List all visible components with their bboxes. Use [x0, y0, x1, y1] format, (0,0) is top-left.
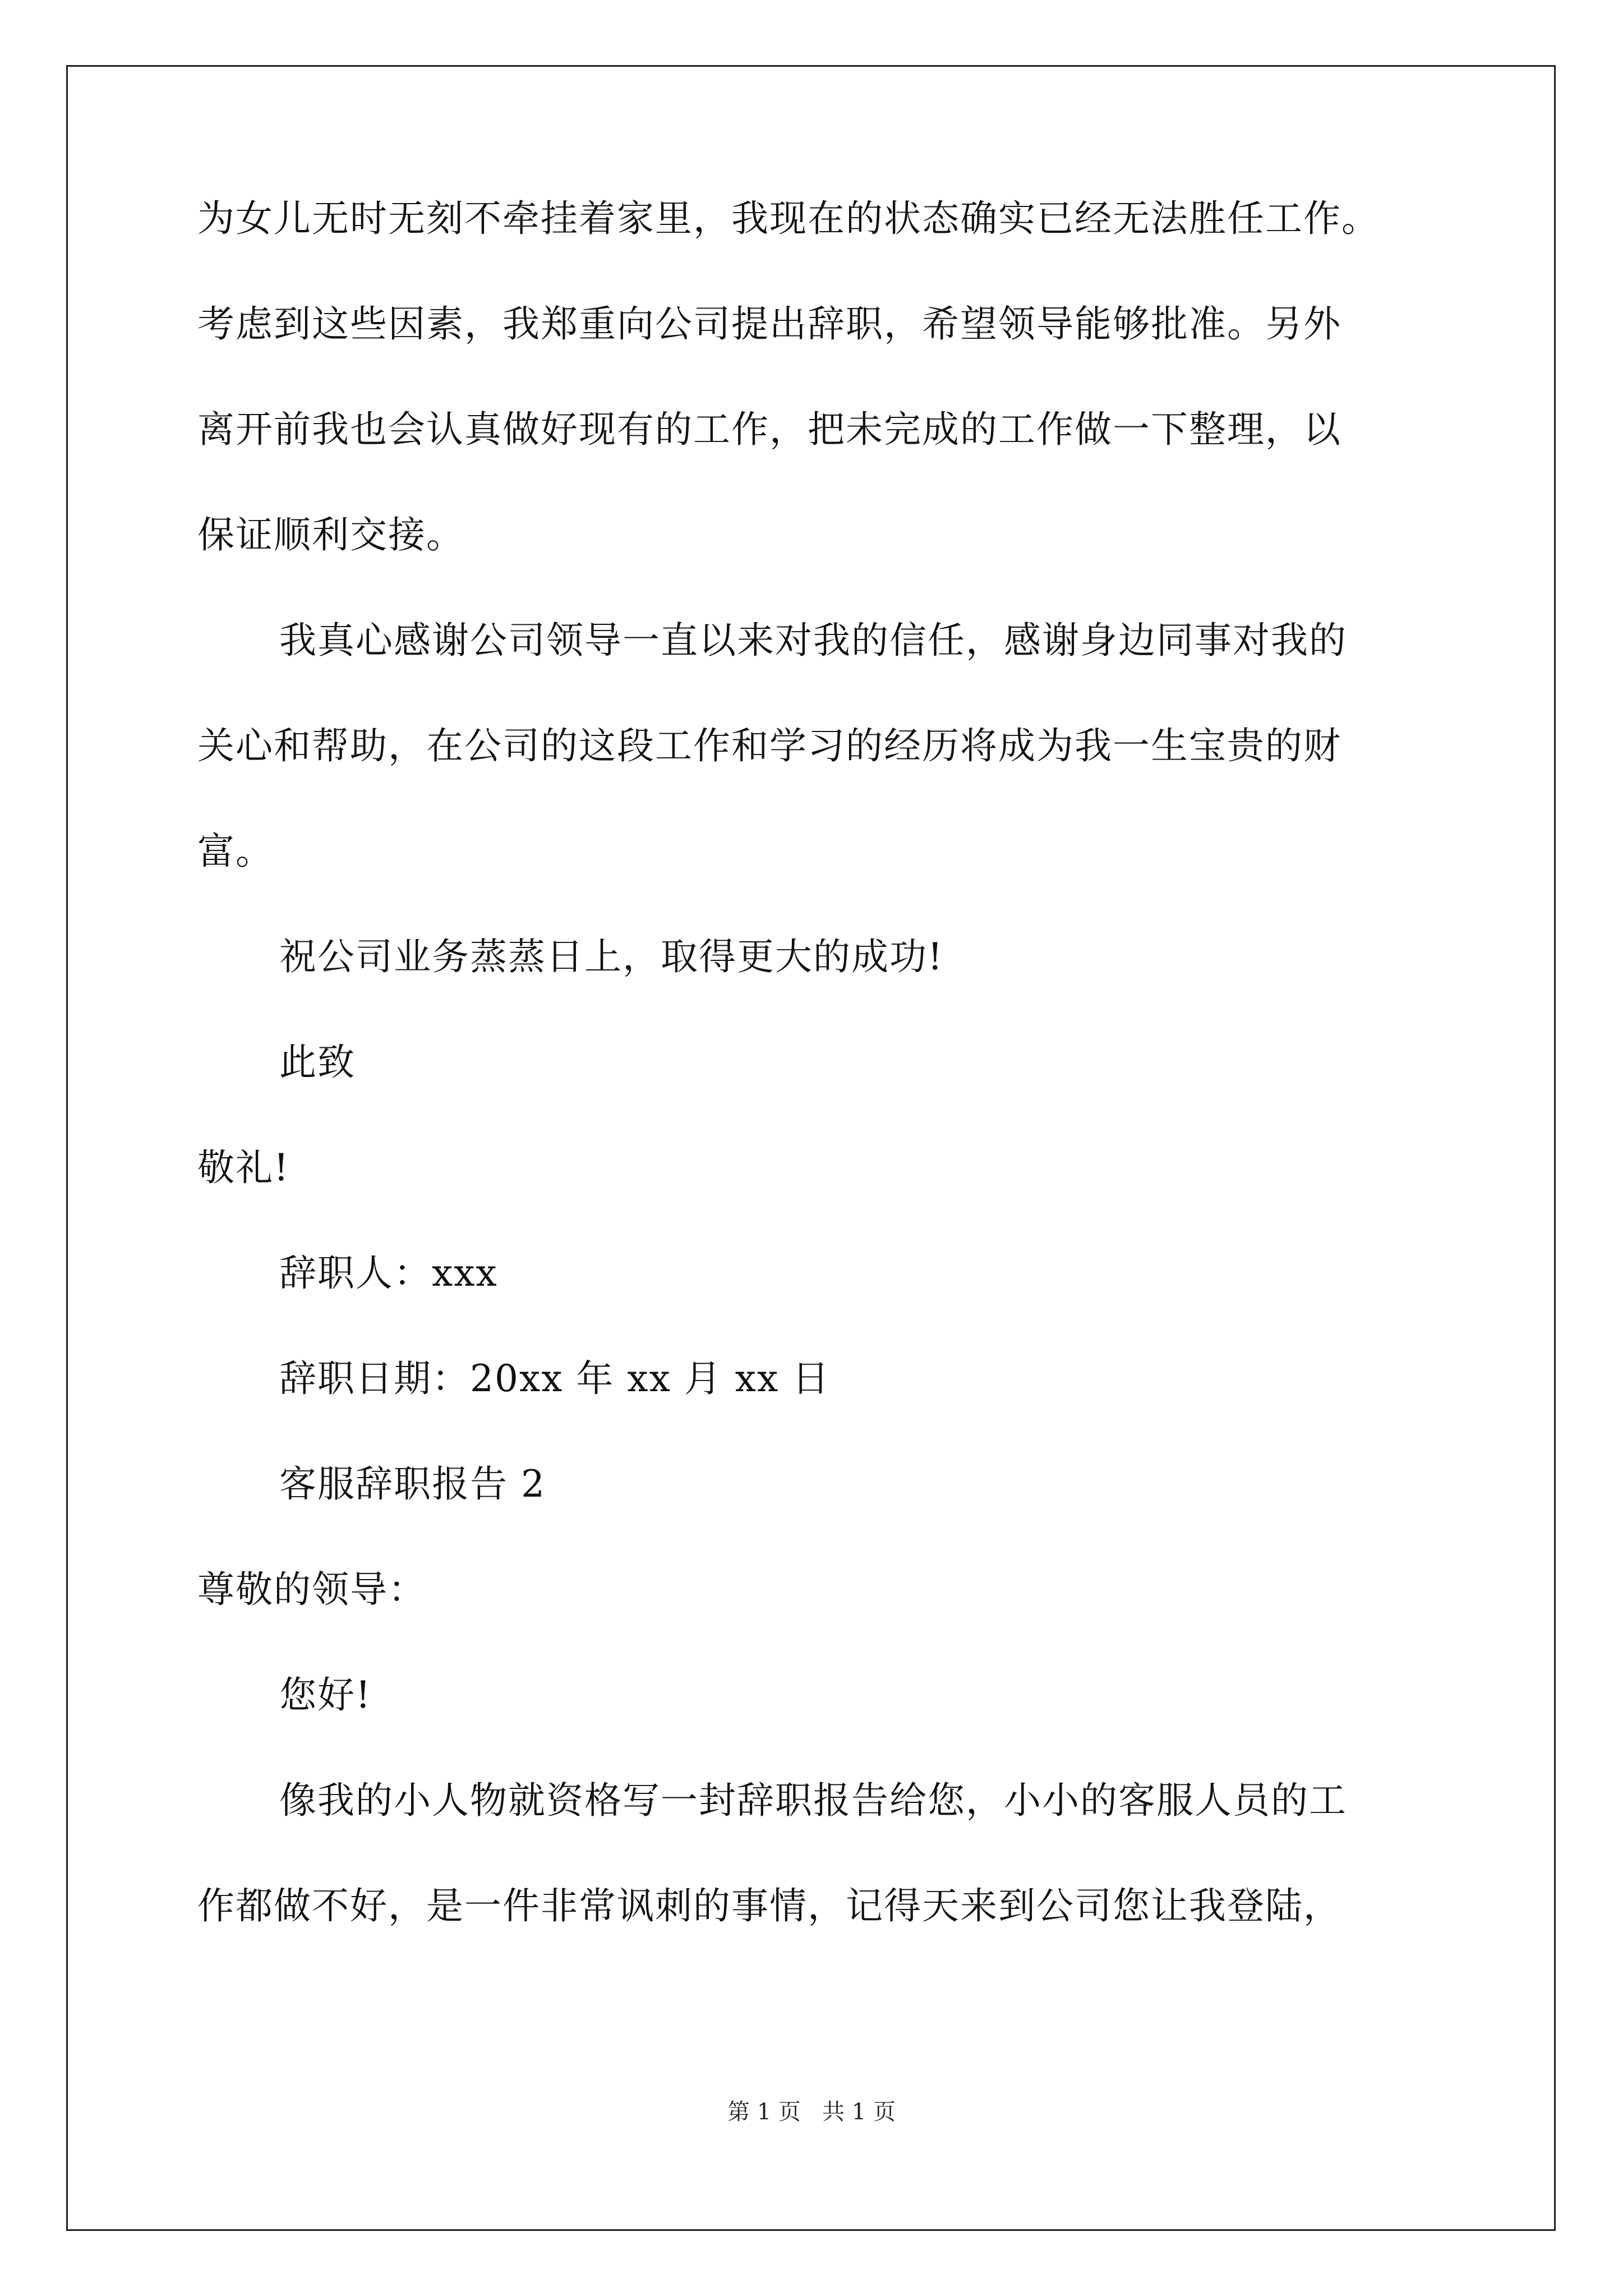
text-line-3: 离开前我也会认真做好现有的工作，把未完成的工作做一下整理，以 — [197, 408, 1341, 451]
text-line-7: 富。 — [197, 830, 274, 873]
text-line-17: 作都做不好，是一件非常讽刺的事情，记得天来到公司您让我登陆， — [197, 1884, 1341, 1927]
text-line-16: 像我的小人物就资格写一封辞职报告给您，小小的客服人员的工 — [279, 1779, 1347, 1822]
section-heading: 客服辞职报告 2 — [279, 1462, 546, 1506]
text-line-8: 祝公司业务蒸蒸日上，取得更大的成功! — [279, 935, 944, 978]
text-line-6: 关心和帮助，在公司的这段工作和学习的经历将成为我一生宝贵的财 — [197, 724, 1341, 767]
page-footer: 第 1 页 共 1 页 — [727, 2099, 896, 2125]
closing-regards: 敬礼! — [197, 1146, 290, 1189]
letter-greeting: 尊敬的领导： — [197, 1568, 426, 1611]
closing-salutation: 此致 — [279, 1041, 356, 1084]
text-line-5: 我真心感谢公司领导一直以来对我的信任，感谢身边同事对我的 — [279, 619, 1347, 662]
text-line-1: 为女儿无时无刻不牵挂着家里，我现在的状态确实已经无法胜任工作。 — [197, 197, 1380, 240]
resigner-name: 辞职人：xxx — [279, 1251, 498, 1295]
text-line-4: 保证顺利交接。 — [197, 513, 464, 556]
text-line-2: 考虑到这些因素，我郑重向公司提出辞职，希望领导能够批准。另外 — [197, 302, 1341, 346]
letter-hello: 您好! — [279, 1673, 372, 1717]
resignation-date: 辞职日期：20xx 年 xx 月 xx 日 — [279, 1357, 831, 1400]
